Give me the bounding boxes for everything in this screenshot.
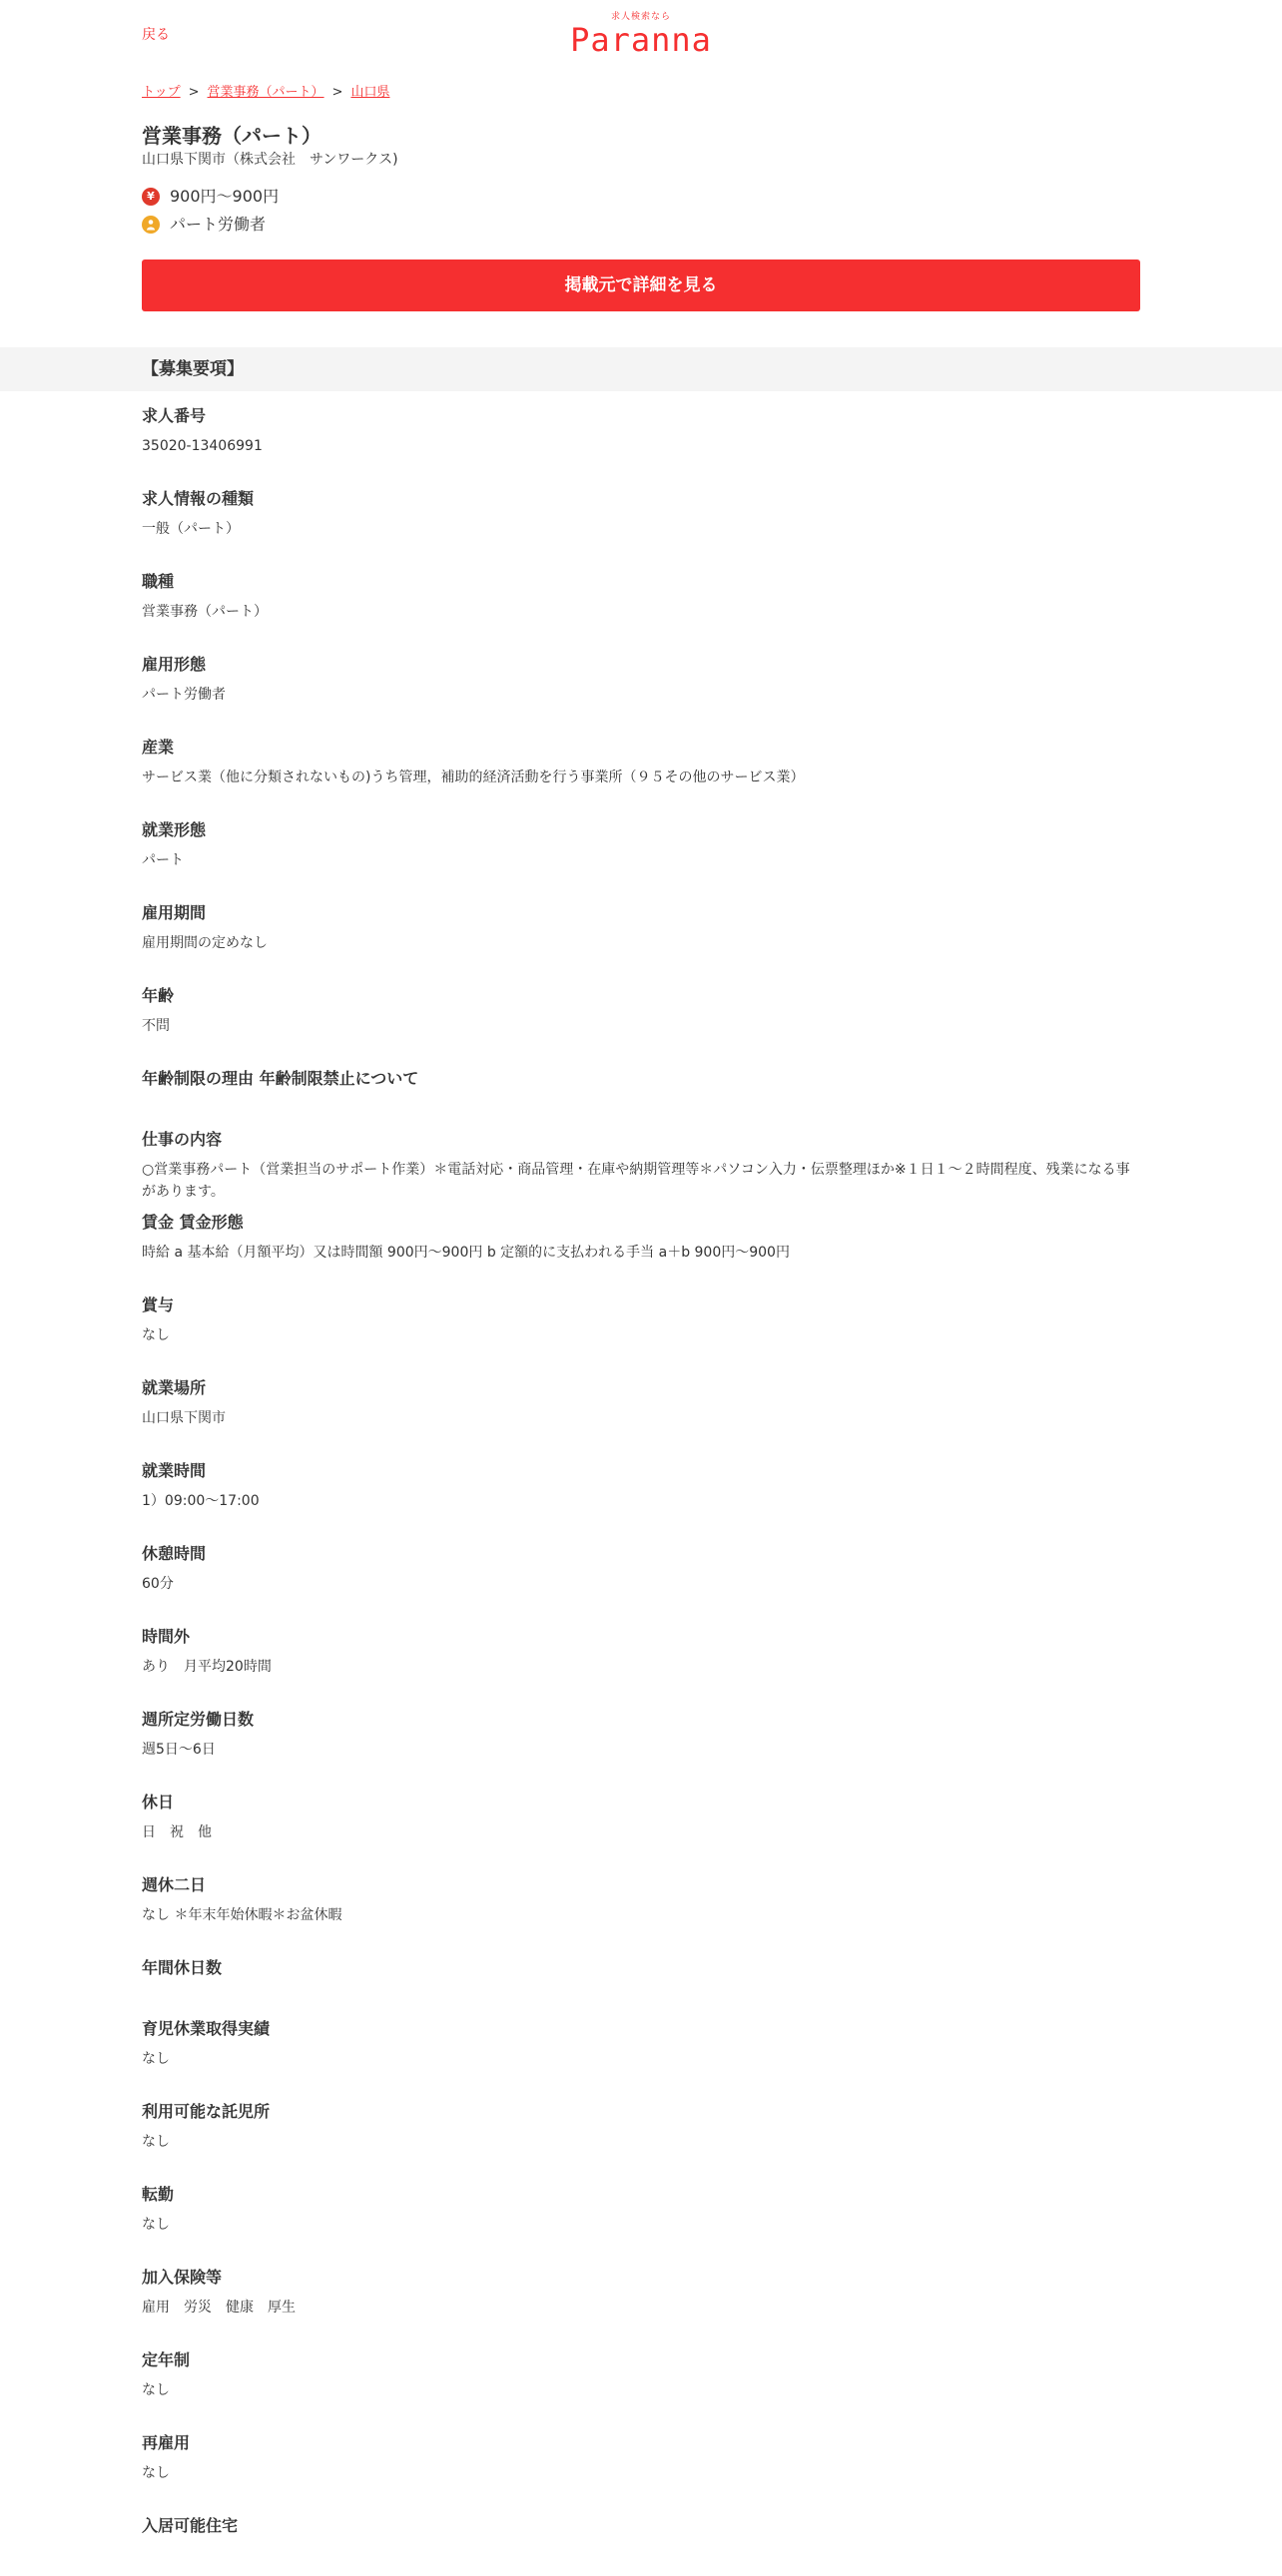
section-title: 【募集要項】	[142, 359, 244, 379]
breadcrumb-separator: >	[331, 85, 343, 100]
detail-label: 雇用形態	[142, 655, 207, 674]
detail-value: 不問	[142, 1018, 170, 1034]
detail-item	[142, 2432, 1140, 2515]
detail-label: 育児休業取得実績	[142, 2019, 271, 2038]
detail-item	[142, 1068, 1140, 1129]
detail-item	[142, 2101, 1140, 2184]
detail-value: パート	[142, 852, 184, 868]
detail-label: 休憩時間	[142, 1544, 207, 1563]
detail-value: ○営業事務パート（営業担当のサポート作業）＊電話対応・商品管理・在庫や納期管理等＊パソコン入力・伝票整理ほか※１日１～２時間程度、残業になる事があります。	[142, 1162, 1130, 1200]
detail-value: パート労働者	[142, 687, 226, 703]
detail-label: 求人情報の種類	[142, 489, 255, 508]
detail-item	[142, 488, 1140, 571]
detail-label: 定年制	[142, 2350, 191, 2369]
detail-item	[142, 405, 1140, 488]
breadcrumb-separator: >	[188, 85, 200, 100]
detail-value: なし	[142, 1327, 170, 1343]
breadcrumb-prefecture[interactable]: 山口県	[350, 85, 390, 100]
detail-item	[142, 1957, 1140, 2018]
detail-item	[142, 819, 1140, 902]
detail-value: なし	[142, 2382, 170, 2398]
detail-label: 週所定労働日数	[142, 1710, 255, 1729]
detail-item	[142, 1874, 1140, 1957]
detail-label: 年齢	[142, 986, 175, 1005]
detail-value	[142, 2545, 1140, 2567]
detail-label: 求人番号	[142, 406, 207, 425]
detail-value	[142, 1987, 1140, 2009]
yen-icon: ¥	[142, 188, 160, 206]
detail-value: 60分	[142, 1576, 174, 1592]
detail-label: 産業	[142, 738, 175, 757]
detail-item	[142, 1212, 1140, 1294]
detail-item	[142, 2184, 1140, 2267]
detail-label: 年間休日数	[142, 1958, 223, 1977]
detail-label: 賃金 賃金形態	[142, 1213, 244, 1232]
breadcrumb-job[interactable]: 営業事務（パート）	[207, 85, 324, 100]
detail-value: 雇用期間の定めなし	[142, 935, 268, 951]
detail-label: 休日	[142, 1793, 175, 1811]
section-header	[0, 347, 1282, 391]
salary-text: 900円～900円	[170, 187, 280, 206]
detail-value: 1）09:00～17:00	[142, 1493, 260, 1509]
detail-value: 日 祝 他	[142, 1824, 212, 1840]
back-link[interactable]: 戻る	[142, 27, 170, 43]
detail-value: あり 月平均20時間	[142, 1659, 272, 1675]
detail-item	[142, 902, 1140, 985]
detail-value: なし	[142, 2217, 170, 2233]
detail-value: 雇用 労災 健康 厚生	[142, 2300, 296, 2316]
detail-label: 就業場所	[142, 1378, 207, 1397]
detail-value: なし ＊年末年始休暇＊お盆休暇	[142, 1907, 342, 1923]
detail-item	[142, 737, 1140, 819]
detail-item	[142, 2267, 1140, 2349]
detail-value: 35020-13406991	[142, 438, 263, 454]
breadcrumb	[142, 84, 1140, 102]
details-list	[142, 391, 1140, 2576]
detail-label: 職種	[142, 572, 175, 591]
detail-item	[142, 2018, 1140, 2101]
detail-label: 利用可能な託児所	[142, 2102, 271, 2121]
logo-text: Paranna	[570, 21, 712, 59]
detail-label: 仕事の内容	[142, 1130, 223, 1149]
employment-row	[142, 214, 1140, 236]
detail-item	[142, 1294, 1140, 1377]
detail-item	[142, 1792, 1140, 1874]
company-location: 山口県下関市（株式会社 サンワークス)	[142, 152, 398, 168]
detail-label: 年齢制限の理由 年齢制限禁止について	[142, 1069, 419, 1088]
detail-label: 週休二日	[142, 1875, 207, 1894]
detail-label: 入居可能住宅	[142, 2516, 239, 2535]
view-details-button[interactable]: 掲載元で詳細を見る	[142, 259, 1140, 311]
detail-label: 加入保険等	[142, 2268, 223, 2287]
detail-label: 就業時間	[142, 1461, 207, 1480]
detail-item	[142, 2515, 1140, 2576]
detail-value: 山口県下関市	[142, 1410, 226, 1426]
logo[interactable]	[561, 12, 721, 57]
detail-item	[142, 1709, 1140, 1792]
detail-label: 雇用期間	[142, 903, 207, 922]
salary-row	[142, 186, 1140, 208]
detail-value: 週5日～6日	[142, 1742, 216, 1758]
detail-label: 転勤	[142, 2185, 175, 2204]
detail-item	[142, 654, 1140, 737]
person-icon	[142, 216, 160, 234]
detail-item	[142, 1543, 1140, 1626]
page-title: 営業事務（パート）	[142, 124, 321, 148]
detail-value: 時給 a 基本給（月額平均）又は時間額 900円～900円 b 定額的に支払われる手当 a＋b 900円～900円	[142, 1245, 790, 1261]
detail-item	[142, 1626, 1140, 1709]
detail-item	[142, 2349, 1140, 2432]
detail-item	[142, 1129, 1140, 1212]
detail-value: なし	[142, 2465, 170, 2481]
detail-value: なし	[142, 2134, 170, 2150]
employment-text: パート労働者	[170, 215, 267, 234]
breadcrumb-top[interactable]: トップ	[142, 85, 181, 100]
detail-value: なし	[142, 2051, 170, 2067]
logo-tagline: 求人検索なら	[610, 12, 671, 22]
detail-label: 就業形態	[142, 820, 207, 839]
detail-item	[142, 571, 1140, 654]
detail-item	[142, 985, 1140, 1068]
header	[142, 0, 1140, 64]
detail-value: サービス業（他に分類されないもの)うち管理，補助的経済活動を行う事業所（９５その他のサービス業）	[142, 770, 805, 785]
detail-label: 時間外	[142, 1627, 191, 1646]
detail-value: 一般（パート）	[142, 521, 240, 537]
detail-value	[142, 1098, 1140, 1120]
detail-item	[142, 1377, 1140, 1460]
detail-label: 再雇用	[142, 2433, 191, 2452]
detail-label: 賞与	[142, 1295, 175, 1314]
detail-item	[142, 1460, 1140, 1543]
detail-value: 営業事務（パート）	[142, 604, 268, 620]
